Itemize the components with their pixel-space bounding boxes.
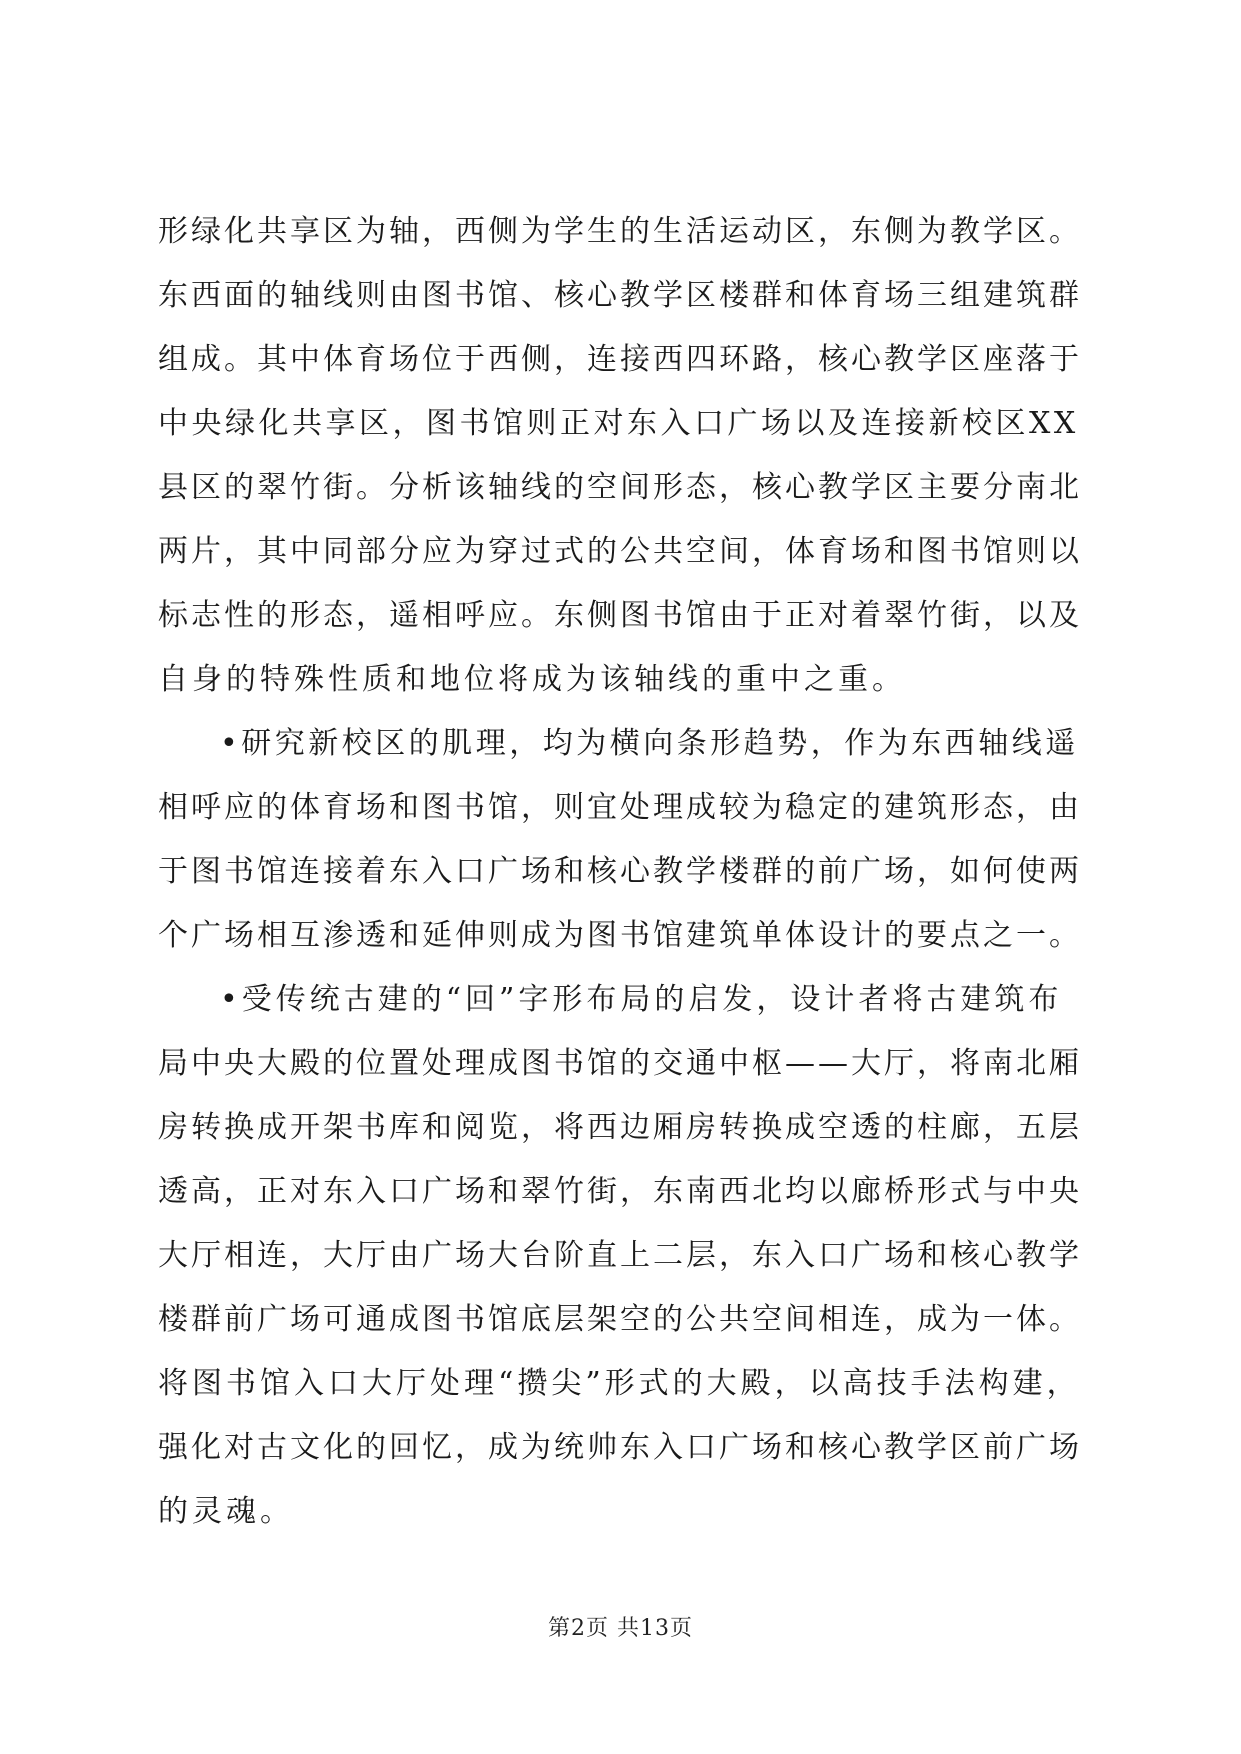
text-line: 中央绿化共享区，图书馆则正对东入口广场以及连接新校区XX — [158, 406, 1079, 441]
text-line: 东西面的轴线则由图书馆、核心教学区楼群和体育场三组建筑群 — [158, 278, 1082, 313]
text-line: 相呼应的体育场和图书馆，则宜处理成较为稳定的建筑形态，由 — [158, 790, 1082, 825]
text-line: 透高，正对东入口广场和翠竹街，东南西北均以廊桥形式与中央 — [158, 1174, 1082, 1209]
bullet-line: •受传统古建的“回”字形布局的启发，设计者将古建筑布 — [220, 982, 1063, 1017]
text-line: 两片，其中同部分应为穿过式的公共空间，体育场和图书馆则以 — [158, 534, 1082, 569]
text-line: 县区的翠竹街。分析该轴线的空间形态，核心教学区主要分南北 — [158, 470, 1082, 505]
text-line: 强化对古文化的回忆，成为统帅东入口广场和核心教学区前广场 — [158, 1430, 1082, 1465]
bullet-line: •研究新校区的肌理，均为横向条形趋势，作为东西轴线遥 — [220, 726, 1079, 761]
text-line: 房转换成开架书库和阅览，将西边厢房转换成空透的柱廊，五层 — [158, 1110, 1082, 1145]
text-line: 于图书馆连接着东入口广场和核心教学楼群的前广场，如何使两 — [158, 854, 1082, 889]
text-line: 局中央大殿的位置处理成图书馆的交通中枢——大厅，将南北厢 — [158, 1046, 1082, 1081]
text-line: 大厅相连，大厅由广场大台阶直上二层，东入口广场和核心教学 — [158, 1238, 1082, 1273]
text-line: 的灵魂。 — [158, 1494, 294, 1529]
text-line: 自身的特殊性质和地位将成为该轴线的重中之重。 — [158, 662, 906, 697]
text-line: 形绿化共享区为轴，西侧为学生的生活运动区，东侧为教学区。 — [158, 214, 1082, 249]
body-text — [158, 200, 1088, 1544]
text-line: 个广场相互渗透和延伸则成为图书馆建筑单体设计的要点之一。 — [158, 918, 1082, 953]
text-line: 将图书馆入口大厅处理“攒尖”形式的大殿，以高技手法构建， — [158, 1366, 1081, 1401]
text-line: 组成。其中体育场位于西侧，连接西四环路，核心教学区座落于 — [158, 342, 1082, 377]
text-line: 楼群前广场可通成图书馆底层架空的公共空间相连，成为一体。 — [158, 1302, 1082, 1337]
page-number-footer: 第2页 共13页 — [548, 1616, 693, 1641]
text-line: 标志性的形态，遥相呼应。东侧图书馆由于正对着翠竹街，以及 — [158, 598, 1082, 633]
